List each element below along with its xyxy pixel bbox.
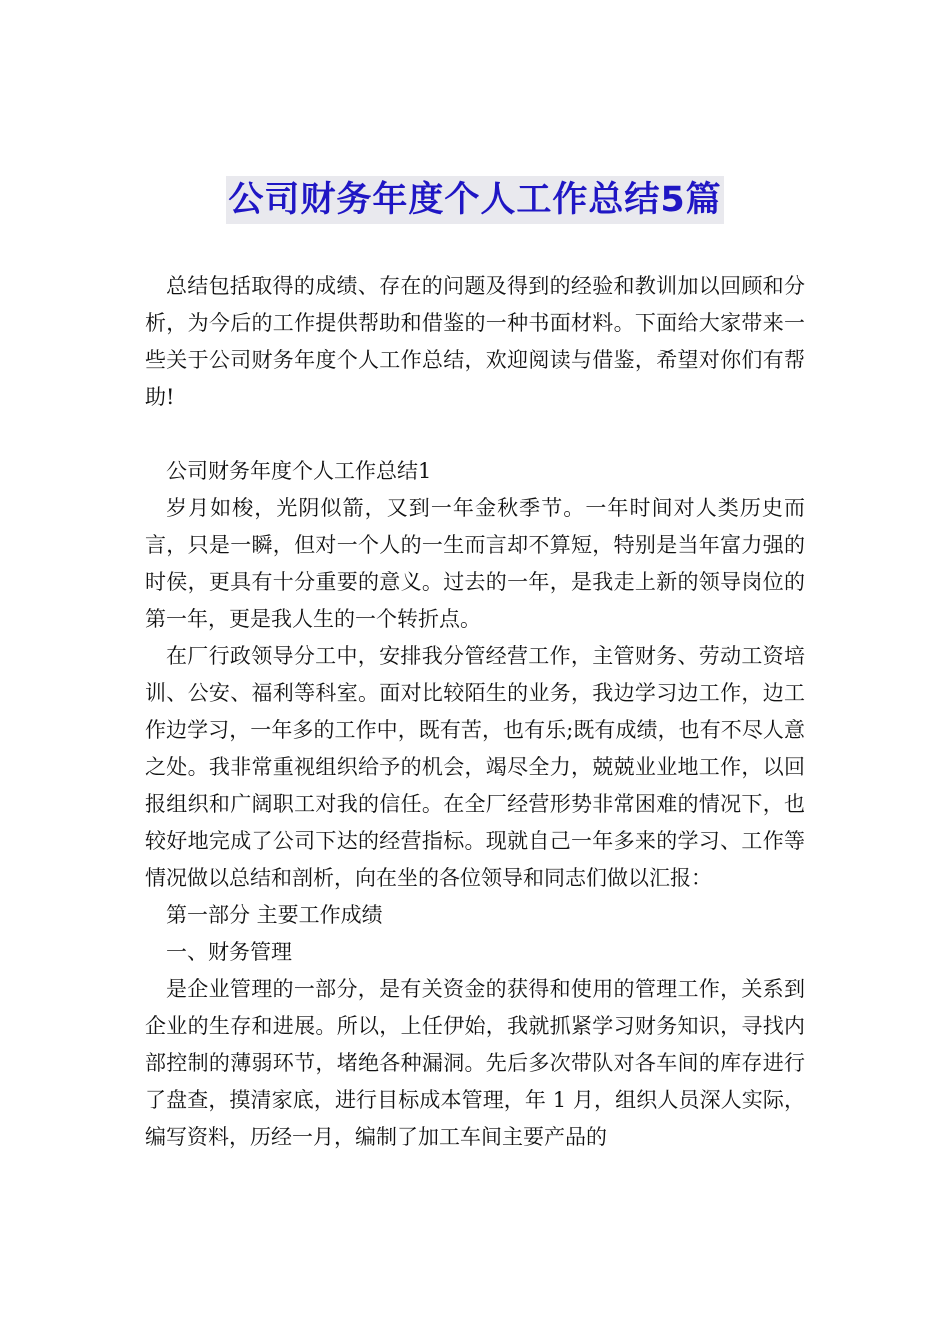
subsection-heading: 一、财务管理 bbox=[166, 940, 292, 964]
body-paragraph: 在厂行政领导分工中，安排我分管经营工作，主管财务、劳动工资培训、公安、福利等科室。面对比较陌生的业务，我边学习边工作，边工作边学习，一年多的工作中，既有苦，也有乐;既有成绩，也有不尽人意之处。我非常重视组织给予的机会，竭尽全力，兢兢业业地工作，以回报组织和广阔职工对我的信任。在全厂经营形势非常困难的情况下，也较好地完成了公司下达的经营指标。现就自己一年多来的学习、工作等情况做以总结和剖析，向在坐的各位领导和同志们做以汇报： bbox=[145, 644, 805, 890]
document-title: 公司财务年度个人工作总结5篇 bbox=[226, 176, 723, 224]
document-body bbox=[145, 268, 805, 1156]
body-paragraph: 是企业管理的一部分，是有关资金的获得和使用的管理工作，关系到企业的生存和进展。所以，上任伊始，我就抓紧学习财务知识，寻找内部控制的薄弱环节，堵绝各种漏洞。先后多次带队对各车间的库存进行了盘查，摸清家底，进行目标成本管理，年 1 月，组织人员深人实际，编写资料，历经一月，编制了加工车间主要产品的 bbox=[145, 977, 805, 1149]
intro-paragraph: 总结包括取得的成绩、存在的问题及得到的经验和教训加以回顾和分析，为今后的工作提供帮助和借鉴的一种书面材料。下面给大家带来一些关于公司财务年度个人工作总结，欢迎阅读与借鉴，希望对你们有帮助! bbox=[145, 274, 805, 409]
title-container bbox=[0, 176, 950, 224]
body-paragraph: 岁月如梭，光阴似箭，又到一年金秋季节。一年时间对人类历史而言，只是一瞬，但对一个人的一生而言却不算短，特别是当年富力强的时侯，更具有十分重要的意义。过去的一年，是我走上新的领导岗位的第一年，更是我人生的一个转折点。 bbox=[145, 496, 805, 631]
section-heading: 公司财务年度个人工作总结1 bbox=[166, 459, 432, 483]
part-heading: 第一部分 主要工作成绩 bbox=[166, 903, 383, 927]
